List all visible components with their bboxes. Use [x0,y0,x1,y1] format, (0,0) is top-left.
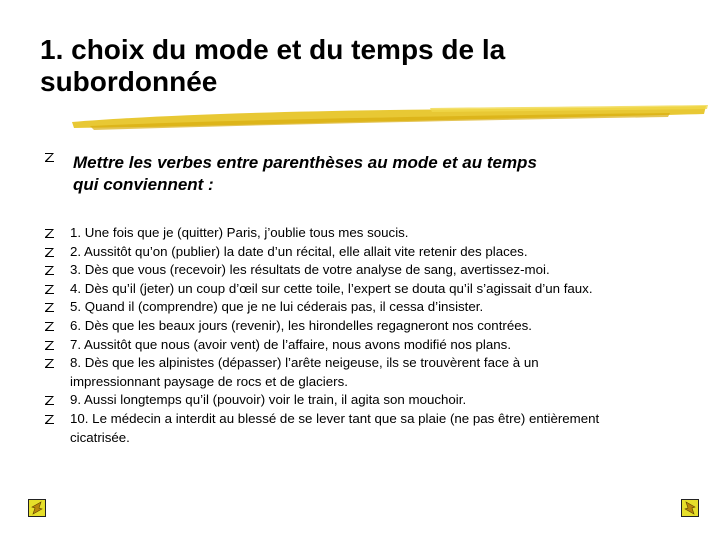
z-bullet-icon [44,340,55,351]
back-arrow-icon [29,500,45,516]
list-item [44,391,684,410]
list-item [44,261,684,280]
previous-slide-button[interactable] [28,499,46,517]
item-text: 3. Dès que vous (recevoir) les résultats de votre analyse de sang, avertissez-moi. [70,262,550,278]
z-bullet-icon [44,321,55,332]
list-item [44,298,684,317]
forward-arrow-icon [682,500,698,516]
list-item [44,224,684,243]
item-text: 7. Aussitôt que nous (avoir vent) de l’affaire, nous avons modifié nos plans. [70,336,512,352]
item-text: 2. Aussitôt qu’on (publier) la date d’un récital, elle allait vite retenir des places. [70,243,528,259]
z-bullet-icon [44,302,55,313]
z-bullet-icon [44,358,55,369]
slide-title-line-2: subordonnée [40,66,218,97]
list-item [44,336,684,355]
next-slide-button[interactable] [681,499,699,517]
item-text: 4. Dès qu’il (jeter) un coup d’œil sur cette toile, l’expert se douta qu’il s’agissait d’un faux. [70,280,593,296]
list-item [44,317,684,336]
z-bullet-icon [44,247,55,258]
item-text: 5. Quand il (comprendre) que je ne lui céderais pas, il cessa d’insister. [70,299,484,315]
item-text: 10. Le médecin a interdit au blessé de se lever tant que sa plaie (ne pas être) entièrement [70,410,600,426]
exercise-list [44,224,684,447]
z-bullet-icon [44,228,55,239]
list-item [44,280,684,299]
z-bullet-icon [44,152,55,163]
instruction [44,152,684,196]
list-item [44,410,684,447]
slide-title-line-1: 1. choix du mode et du temps de la [40,34,506,65]
z-bullet-icon [44,284,55,295]
list-item [44,354,684,391]
instruction-line-1: Mettre les verbes entre parenthèses au mode et au temps [73,153,537,172]
z-bullet-icon [44,265,55,276]
list-item [44,243,684,262]
item-text: 1. Une fois que je (quitter) Paris, j’oublie tous mes soucis. [70,225,409,240]
title-brush-underline [70,100,710,134]
item-text-continued: cicatrisée. [70,429,130,445]
slide-title [40,34,680,98]
z-bullet-icon [44,395,55,406]
z-bullet-icon [44,414,55,425]
item-text: 8. Dès que les alpinistes (dépasser) l’arête neigeuse, ils se trouvèrent face à un [70,355,539,371]
item-text: 6. Dès que les beaux jours (revenir), les hirondelles regagneront nos contrées. [70,317,532,333]
instruction-line-2: qui conviennent : [73,175,214,194]
item-text-continued: impressionnant paysage de rocs et de glaciers. [70,373,348,389]
item-text: 9. Aussi longtemps qu’il (pouvoir) voir le train, il agita son mouchoir. [70,392,467,408]
